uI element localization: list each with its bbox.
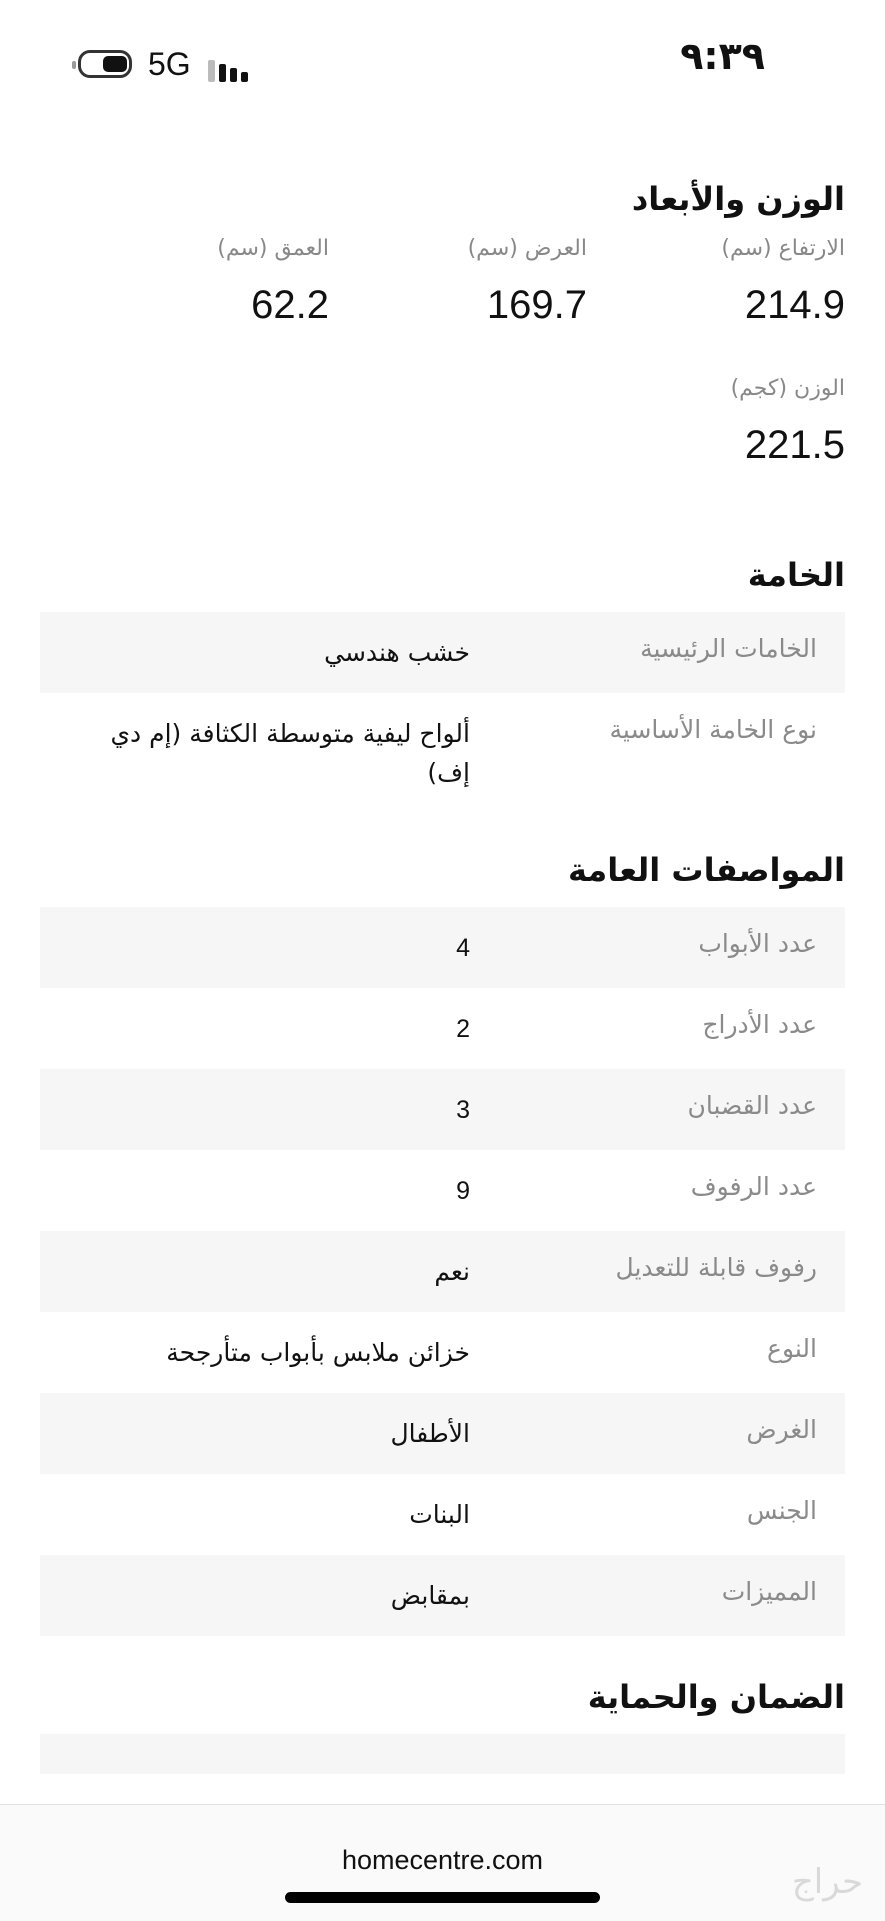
width-label: العرض (سم) xyxy=(467,236,587,261)
table-row xyxy=(40,612,845,693)
spec-key: عدد القضبان xyxy=(687,1090,817,1120)
width-spec xyxy=(329,236,587,376)
signal-icon xyxy=(208,52,256,82)
table-row xyxy=(40,1555,845,1636)
spec-value: 2 xyxy=(456,1014,470,1043)
depth-label: العمق (سم) xyxy=(217,236,329,261)
browser-address-bar[interactable] xyxy=(0,1804,885,1921)
spec-value: البنات xyxy=(409,1499,470,1529)
material-table xyxy=(40,612,845,813)
spec-key: عدد الرفوف xyxy=(690,1171,817,1201)
spec-key: نوع الخامة الأساسية xyxy=(609,715,817,744)
table-row xyxy=(40,1069,845,1150)
spec-key: المميزات xyxy=(721,1576,817,1606)
height-spec xyxy=(587,236,845,376)
table-row xyxy=(40,1393,845,1474)
status-bar xyxy=(0,0,885,130)
spec-key: عدد الأبواب xyxy=(698,928,817,958)
url-text[interactable]: homecentre.com xyxy=(341,1845,544,1875)
dimensions-title: الوزن والأبعاد xyxy=(631,180,845,218)
table-row xyxy=(40,1231,845,1312)
table-row xyxy=(40,1734,845,1774)
table-row xyxy=(40,988,845,1069)
table-row xyxy=(40,907,845,988)
general-specs-title: المواصفات العامة xyxy=(567,850,845,889)
height-label: الارتفاع (سم) xyxy=(721,236,845,261)
spec-key: رفوف قابلة للتعديل xyxy=(615,1252,817,1282)
warranty-table xyxy=(40,1734,845,1774)
network-type: 5G xyxy=(148,46,191,82)
home-indicator[interactable] xyxy=(285,1892,600,1903)
spec-value: 3 xyxy=(456,1095,470,1124)
table-row xyxy=(40,1474,845,1555)
general-specs-table xyxy=(40,907,845,1636)
weight-label: الوزن (كجم) xyxy=(730,376,845,401)
spec-value: بمقابض xyxy=(390,1580,470,1610)
height-value: 214.9 xyxy=(744,283,845,327)
spec-value: الأطفال xyxy=(390,1418,470,1448)
material-title: الخامة xyxy=(747,556,845,594)
watermark-logo: حراج xyxy=(791,1862,863,1902)
table-row xyxy=(40,1312,845,1393)
weight-spec xyxy=(587,376,845,516)
battery-icon xyxy=(78,50,132,78)
product-specifications xyxy=(40,180,845,1774)
weight-value: 221.5 xyxy=(744,423,845,467)
table-row xyxy=(40,693,845,813)
spec-key: عدد الأدراج xyxy=(702,1009,817,1039)
spec-value: خزائن ملابس بأبواب متأرجحة xyxy=(166,1337,470,1367)
spec-value: 4 xyxy=(456,933,470,962)
spec-key: النوع xyxy=(767,1333,817,1363)
spec-key: الجنس xyxy=(746,1495,817,1525)
spec-value: خشب هندسي xyxy=(324,638,470,667)
table-row xyxy=(40,1150,845,1231)
depth-spec xyxy=(71,236,329,376)
depth-value: 62.2 xyxy=(251,283,329,327)
dimensions-grid xyxy=(40,236,845,516)
warranty-title: الضمان والحماية xyxy=(587,1677,845,1716)
spec-key: الغرض xyxy=(746,1414,817,1444)
spec-key: الخامات الرئيسية xyxy=(640,634,817,663)
spec-value: ألواح ليفية متوسطة الكثافة (إم دي إف) xyxy=(110,719,470,787)
spec-value: 9 xyxy=(456,1176,470,1205)
width-value: 169.7 xyxy=(486,283,587,327)
status-time: ٩:٣٩ xyxy=(680,34,765,78)
spec-value: نعم xyxy=(434,1256,470,1286)
